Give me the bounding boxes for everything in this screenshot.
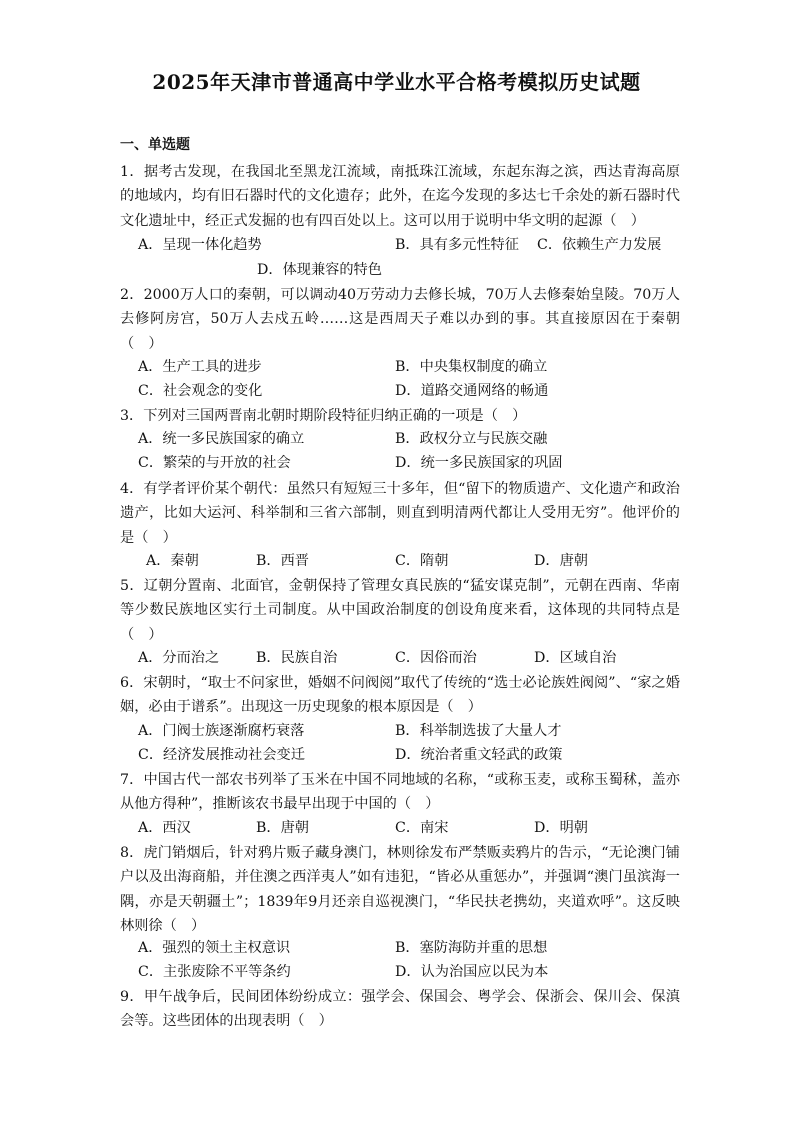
question-6-options [138, 720, 678, 744]
question-1-stem: 1．据考古发现，在我国北至黑龙江流域，南抵珠江流域，东起东海之滨，西达青海高原的地域内，均有旧石器时代的文化遗存；此外，在迄今发现的多达七千余处的新石器时代文化遗址中，经正式发掘的也有四百处以上。这可以用于说明中华文明的起源（ ） [120, 164, 680, 229]
question-4-option-d[interactable]: D．唐朝 [534, 553, 588, 569]
question-9-stem: 9．甲午战争后，民间团体纷纷成立：强学会、保国会、粤学会、保浙会、保川会、保滇会等。这些团体的出现表明（ ） [120, 989, 680, 1030]
question-1-option-d[interactable]: D．体现兼容的特色 [257, 262, 382, 278]
question-2-stem: 2．2000万人口的秦朝，可以调动40万劳动力去修长城，70万人去修秦始皇陵。70万人去修阿房宫，50万人去戍五岭……这是西周天子难以办到的事。其直接原因在于秦朝（ ） [120, 287, 680, 352]
question-8-option-c[interactable]: C．主张废除不平等条约 [138, 964, 291, 980]
question-1-option-a[interactable]: A．呈现一体化趋势 [138, 237, 262, 253]
question-3-option-a[interactable]: A．统一多民族国家的确立 [138, 431, 305, 447]
question-8-stem: 8．虎门销烟后，针对鸦片贩子藏身澳门，林则徐发布严禁贩卖鸦片的告示，“无论澳门铺户以及出海商船，并住澳之西洋夷人”如有违犯，“皆必从重惩办”，并强调“澳门虽滨海一隅，亦是天朝疆土”；1839年9月还亲自巡视澳门，“华民扶老携幼，夹道欢呼”。这反映林则徐（ ） [120, 845, 680, 934]
question-3-option-d[interactable]: D．统一多民族国家的巩固 [395, 455, 563, 471]
question-8-option-b[interactable]: B．塞防海防并重的思想 [395, 940, 548, 956]
question-6-option-d[interactable]: D．统治者重文轻武的政策 [395, 747, 563, 763]
question-4-options [138, 550, 678, 574]
question-2-options-row2 [138, 380, 678, 404]
question-5-option-a[interactable]: A．分而治之 [138, 650, 220, 666]
question-5-options [138, 647, 678, 671]
question-1-options [138, 234, 678, 258]
question-8-option-a[interactable]: A．强烈的领土主权意识 [138, 940, 291, 956]
question-6-option-b[interactable]: B．科举制选拔了大量人才 [395, 723, 562, 739]
question-3-stem: 3．下列对三国两晋南北朝时期阶段特征归纳正确的一项是（ ） [120, 408, 527, 424]
question-6-stem: 6．宋朝时，“取士不问家世，婚姻不问阀阅”取代了传统的“选士必论族姓阀阅”、“家之婚姻，必由于谱系”。出现这一历史现象的根本原因是（ ） [120, 675, 680, 716]
question-1-options-row2 [138, 259, 678, 283]
question-6-option-c[interactable]: C．经济发展推动社会变迁 [138, 747, 305, 763]
question-7-option-a[interactable]: A．西汉 [138, 820, 191, 836]
question-8-option-d[interactable]: D．认为治国应以民为本 [395, 964, 549, 980]
question-4-option-a[interactable]: A．秦朝 [146, 553, 199, 569]
page-title: 2025年天津市普通高中学业水平合格考模拟历史试题 [152, 70, 641, 94]
question-5-option-b[interactable]: B．民族自治 [256, 650, 338, 666]
question-2-option-b[interactable]: B．中央集权制度的确立 [395, 359, 548, 375]
question-6-options-row2 [138, 744, 678, 768]
question-5-option-c[interactable]: C．因俗而治 [395, 650, 477, 666]
question-2-option-a[interactable]: A．生产工具的进步 [138, 359, 262, 375]
question-7-stem: 7．中国古代一部农书列举了玉米在中国不同地域的名称，“或称玉麦，或称玉蜀秫，盖亦从他方得种”，推断该农书最早出现于中国的（ ） [120, 772, 680, 813]
question-1-option-c[interactable]: C．依赖生产力发展 [537, 237, 662, 253]
question-3-option-c[interactable]: C．繁荣的与开放的社会 [138, 455, 291, 471]
question-5-stem: 5．辽朝分置南、北面官，金朝保持了管理女真民族的“猛安谋克制”，元朝在西南、华南等少数民族地区实行土司制度。从中国政治制度的创设角度来看，这体现的共同特点是（ ） [120, 578, 680, 643]
section-heading: 一、单选题 [120, 137, 190, 153]
question-7-option-c[interactable]: C．南宋 [395, 820, 449, 836]
question-3-options [138, 428, 678, 452]
question-2-option-c[interactable]: C．社会观念的变化 [138, 383, 263, 399]
question-1-option-b[interactable]: B．具有多元性特征 [395, 237, 519, 253]
question-7-option-b[interactable]: B．唐朝 [256, 820, 309, 836]
question-7-option-d[interactable]: D．明朝 [534, 820, 588, 836]
question-4-option-c[interactable]: C．隋朝 [395, 553, 449, 569]
question-2-options [138, 356, 678, 380]
question-3-option-b[interactable]: B．政权分立与民族交融 [395, 431, 548, 447]
question-7-options [138, 817, 678, 841]
question-5-option-d[interactable]: D．区域自治 [534, 650, 617, 666]
question-8-options-row2 [138, 961, 678, 985]
question-2-option-d[interactable]: D．道路交通网络的畅通 [395, 383, 549, 399]
question-8-options [138, 937, 678, 961]
question-3-options-row2 [138, 452, 678, 476]
question-6-option-a[interactable]: A．门阀士族逐渐腐朽衰落 [138, 723, 305, 739]
question-4-stem: 4．有学者评价某个朝代：虽然只有短短三十多年，但“留下的物质遗产、文化遗产和政治遗产，比如大运河、科举制和三省六部制，则直到明清两代都让人受用无穷”。他评价的是（ ） [120, 481, 680, 546]
question-4-option-b[interactable]: B．西晋 [256, 553, 309, 569]
